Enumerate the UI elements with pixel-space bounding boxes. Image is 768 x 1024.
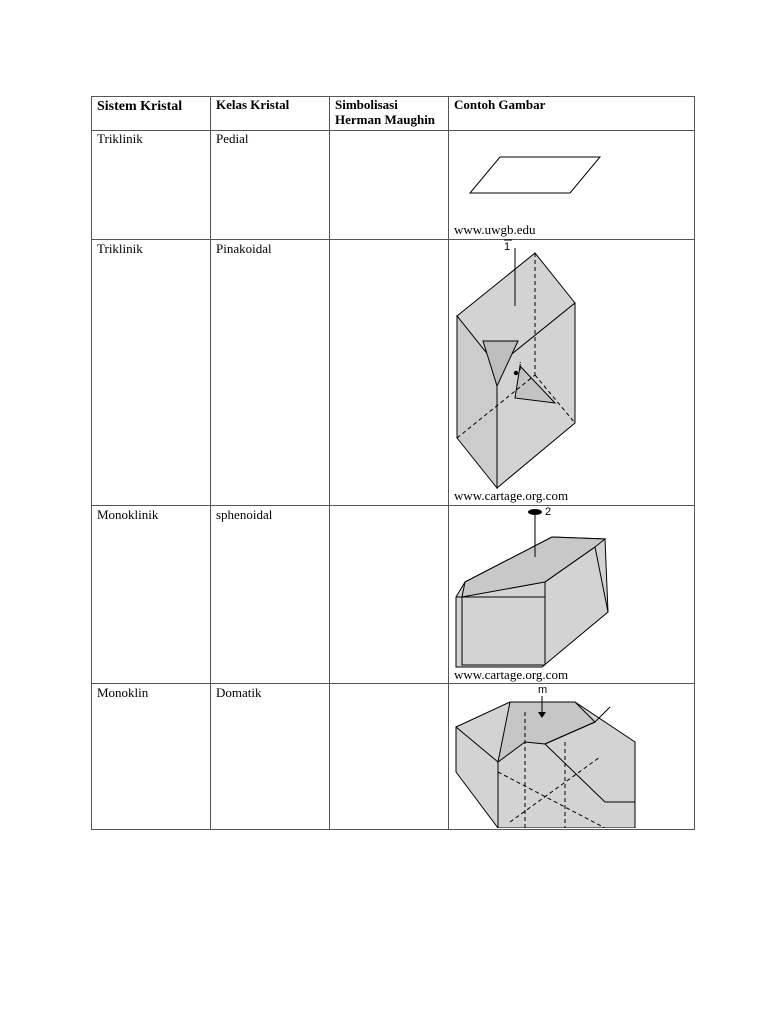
row2-class: Pinakoidal	[216, 241, 272, 256]
axis-label-m: m	[538, 684, 548, 696]
header-sistem-kristal: Sistem Kristal	[97, 99, 183, 114]
row-divider	[92, 130, 694, 131]
row2-source: www.cartage.org.com	[454, 488, 569, 503]
row4-class: Domatik	[216, 685, 262, 700]
header-simbolisasi: Simbolisasi	[335, 97, 398, 112]
row3-class: sphenoidal	[216, 507, 273, 522]
row1-system: Triklinik	[97, 131, 143, 146]
row2-system: Triklinik	[97, 241, 143, 256]
header-kelas-kristal: Kelas Kristal	[216, 97, 290, 112]
header-contoh-gambar: Contoh Gambar	[454, 97, 546, 112]
row3-system: Monoklinik	[97, 507, 159, 522]
axis-label-2: 2	[545, 506, 552, 518]
column-divider	[448, 97, 449, 829]
row1-source: www.uwgb.edu	[454, 222, 536, 237]
row-divider	[92, 239, 694, 240]
row1-class: Pedial	[216, 131, 249, 146]
axis-label-1: 1	[504, 241, 511, 253]
pedial-crystal-image	[460, 150, 610, 200]
domatik-crystal-image	[450, 682, 640, 828]
pinakoidal-crystal-image	[450, 238, 590, 490]
row4-system: Monoklin	[97, 685, 149, 700]
header-herman-maughin: Herman Maughin	[335, 112, 436, 127]
row3-source: www.cartage.org.com	[454, 667, 569, 682]
column-divider	[329, 97, 330, 829]
point-label-i: i	[519, 361, 522, 373]
sphenoidal-crystal-image	[450, 502, 620, 672]
column-divider	[210, 97, 211, 829]
